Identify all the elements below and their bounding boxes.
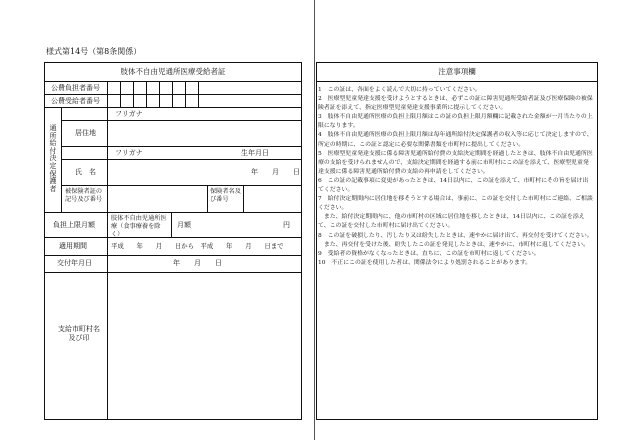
insurer-number-label: 保険者名及び番号	[210, 188, 241, 203]
note-item: 4 肢体不自由児通所医療の負担上限月額は毎年通所給付決定保護者の収入等に応じて決定しますので、所定の時期に、この証と認定に必要な関係書類を市町村に提出してください。	[318, 132, 593, 148]
dob-value: 年 月 日	[251, 168, 300, 176]
note-item: 9 受給者の資格がなくなったときは、直ちに、この証を市町村に返してください。	[318, 250, 540, 257]
address-label: 居住地	[75, 129, 96, 137]
page-divider	[314, 0, 315, 440]
issue-date-label: 交付年月日	[57, 259, 92, 267]
note-item: 8 この証を破損したり、汚したり又は紛失したときは、速やかに届け出て、再交付を受けてください。	[318, 232, 593, 239]
municipality-label: 支給市町村名及び印	[58, 325, 100, 342]
limit-label: 負担上限月額	[53, 221, 95, 229]
note-item: 7 給付決定期間内に居住地を移そうとする場合は、事前に、この証を交付した市町村にご連絡、ご相談ください。	[318, 196, 593, 212]
note-item: 1 この証は、各面をよく読んで大切に持っていてください。	[318, 87, 481, 93]
recipient-number-label: 公費受給者番号	[51, 97, 100, 105]
furigana-label-1: フリガナ	[115, 110, 143, 118]
notes-list	[318, 86, 594, 268]
note-item: 6 この証の記載事項に変更があったときは、14日以内に、この証を添えて、市町村にその旨を届け出てください。	[318, 177, 589, 194]
insured-symbol-label: 被保険者証の記号及び番号	[65, 188, 103, 203]
certificate-title: 肢体不自由児通所医療受給者証	[120, 67, 226, 76]
note-item: 2 医療型児童発達支援を受けようとするときは、必ずこの証に障害児通所受給者証及び医療保険の被保険者証を添えて、指定医療型児童発達支援事業所に提示してください。	[318, 96, 593, 112]
monthly-amount-label: 月額	[177, 221, 191, 229]
certificate-table	[44, 62, 302, 420]
form-number: 様式第14号（第8条関係）	[46, 47, 142, 56]
notes-title: 注意事項欄	[438, 67, 476, 76]
guardian-section-label: 通所給付決定保護者	[49, 124, 57, 193]
yen-unit: 円	[283, 221, 290, 229]
note-item: 3 肢体不自由児通所医療の負担上限月額はこの証の負担上限月額欄に記載された金額が一月当たりの上限になります。	[318, 114, 593, 130]
note-item: また、再交付を受けた後、紛失したこの証を発見したときは、速やかに、市町村に返してください。	[323, 241, 589, 248]
note-item: また、給付決定期間内に、他の市町村の区域に居住地を移したときは、14日以内に、この証を添えて、この証を交付した市町村に届け出てください。	[318, 214, 585, 230]
note-item: 5 医療型児童発達支援に係る障害児通所給付費の支給決定期間を経過したときは、肢体不自由児通所医療の支給を受けられませんので、支給決定期間を経過する前に市町村にこの証を添えて、医療型児童発達支援に係る障害児通所給付費の支給の再申請をしてください。	[318, 150, 593, 175]
issue-date-value: 年 月 日	[173, 259, 222, 267]
name-label: 氏 名	[75, 168, 96, 176]
furigana-label-2: フリガナ	[115, 149, 143, 157]
period-value: 平成 年 月 日から 平成 年 月 日まで	[111, 242, 284, 250]
note-item: 10 不正にこの証を使用した者は、関係法令により処罰されることがあります。	[318, 259, 532, 266]
dob-header: 生年月日	[241, 149, 269, 157]
limit-item: 肢体不自由児通所医療（食事療養を除く）	[111, 215, 167, 238]
period-label: 適用期間	[59, 242, 87, 250]
payer-number-label: 公費負担者番号	[51, 84, 100, 92]
